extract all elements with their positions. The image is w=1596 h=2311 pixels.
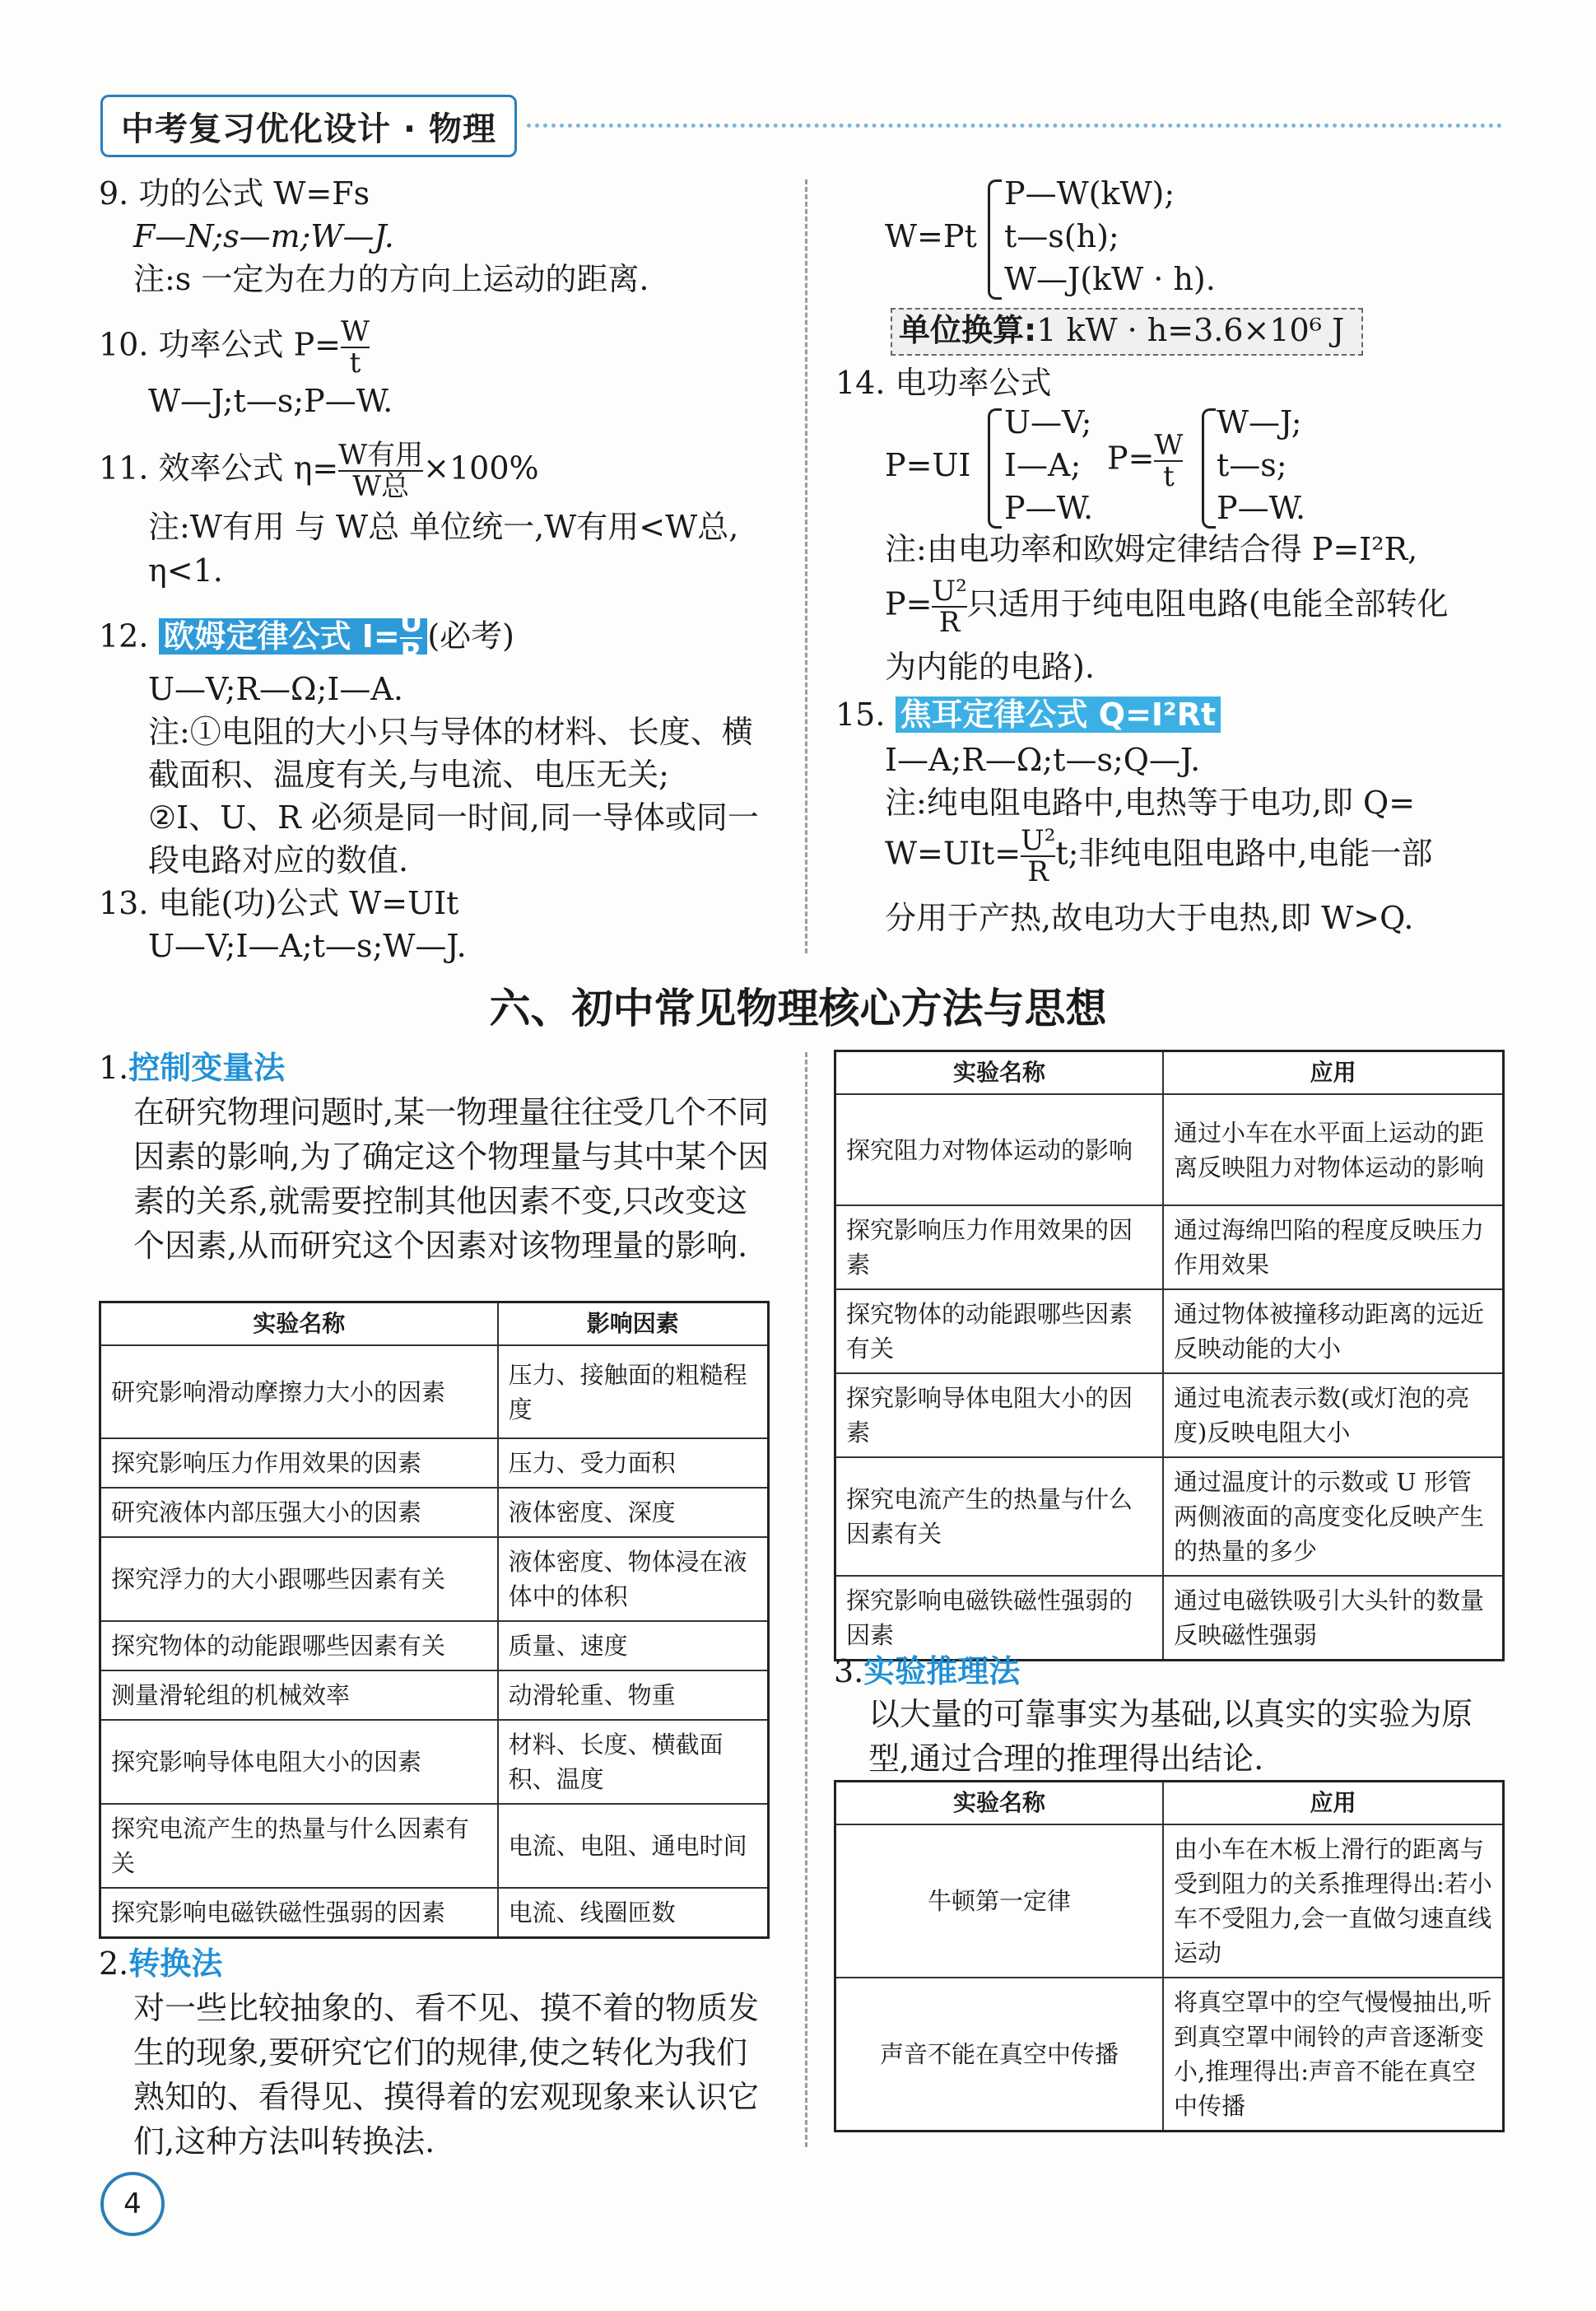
table1-header-col1: 实验名称 <box>100 1302 498 1346</box>
unit-conversion-label: 单位换算: <box>899 312 1037 348</box>
table-row <box>835 1205 1504 1289</box>
method-1-heading <box>99 1047 285 1088</box>
item-12-formula <box>99 608 514 669</box>
p-brace-line2: I—A; <box>1004 447 1082 483</box>
item-9-note: 注:s 一定为在力的方向上运动的距离. <box>133 261 649 297</box>
item-14-note-line1: 注:由电功率和欧姆定律结合得 P=I²R, <box>885 531 1418 567</box>
table-row <box>100 1888 769 1938</box>
item-15-formula <box>835 694 1221 735</box>
p2-den: t <box>1163 460 1175 493</box>
item-14-note2-num: U² <box>932 575 967 608</box>
item-11-den: W总 <box>352 470 410 503</box>
table2-header-col2: 应用 <box>1163 1051 1504 1095</box>
item-14-note-line2 <box>885 576 1449 637</box>
table-cell: 探究影响压力作用效果的因素 <box>100 1438 498 1488</box>
item-15-note-line2 <box>885 826 1433 887</box>
table-cell: 探究物体的动能跟哪些因素有关 <box>100 1621 498 1670</box>
table-cell: 探究影响电磁铁磁性强弱的因素 <box>835 1576 1164 1661</box>
table-cell: 探究电流产生的热量与什么因素有关 <box>835 1457 1164 1576</box>
method-3-text: 以大量的可靠事实为基础,以真实的实验为原型,通过合理的推理得出结论. <box>868 1696 1473 1777</box>
item-12-no: 12. <box>99 617 149 655</box>
unit-conversion-value: 1 kW · h=3.6×10⁶ J <box>1036 312 1345 348</box>
item-14-note2-prefix: P= <box>885 585 933 622</box>
item-15-note2-num: U² <box>1021 824 1056 857</box>
method-3-no: 3. <box>834 1653 864 1689</box>
table3-header-col1: 实验名称 <box>835 1782 1164 1825</box>
section-6-title: 六、初中常见物理核心方法与思想 <box>489 985 1107 1032</box>
table-cell: 压力、接触面的粗糙程度 <box>498 1345 769 1438</box>
item-12-note-line3: ②I、U、R 必须是同一时间,同一导体或同一 <box>148 799 759 836</box>
w-brace-line3: W—J(kW · h). <box>1004 261 1216 297</box>
item-15-note2-prefix: W=UIt= <box>885 835 1021 872</box>
p2-formula <box>1107 431 1183 492</box>
table-cell: 研究液体内部压强大小的因素 <box>100 1488 498 1537</box>
table-cell: 探究影响导体电阻大小的因素 <box>100 1720 498 1804</box>
method-3-heading <box>834 1651 1020 1692</box>
table-row <box>835 1824 1504 1978</box>
table-cell: 质量、速度 <box>498 1621 769 1670</box>
method-1-text: 在研究物理问题时,某一物理量往往受几个不同因素的影响,为了确定这个物理量与其中某个因素的关系,就需要控制其他因素不变,只改变这个因素,从而研究这个因素对该物理量的影响. <box>133 1094 770 1264</box>
item-11-num: W有用 <box>338 439 424 472</box>
table-cell: 探究物体的动能跟哪些因素有关 <box>835 1289 1164 1373</box>
item-11-suffix: ×100% <box>423 450 539 487</box>
item-11-fraction <box>338 440 423 501</box>
method-2-text: 对一些比较抽象的、看不见、摸不着的物质发生的现象,要研究它们的规律,使之转化为我们熟知的、看得见、摸得着的宏观现象来认识它们,这种方法叫转换法. <box>133 1990 760 2160</box>
item-11-prefix: 11. 效率公式 η= <box>99 450 339 487</box>
item-9-title: 9. 功的公式 W=Fs <box>99 175 370 212</box>
w-brace-line2: t—s(h); <box>1004 218 1119 254</box>
item-15-note2-den: R <box>1027 855 1049 888</box>
table-cell: 牛顿第一定律 <box>835 1824 1164 1978</box>
table-cell: 探究影响压力作用效果的因素 <box>835 1205 1164 1289</box>
table-cell: 液体密度、物体浸在液体中的体积 <box>498 1537 769 1621</box>
table-row <box>835 1457 1504 1576</box>
p-brace-line3: P—W. <box>1004 490 1094 526</box>
table-cell: 电流、电阻、通电时间 <box>498 1804 769 1888</box>
table-cell: 声音不能在真空中传播 <box>835 1978 1164 2132</box>
item-12-suffix: (必考) <box>427 617 515 655</box>
table-cell: 通过温度计的示数或 U 形管两侧液面的高度变化反映产生的热量的多少 <box>1163 1457 1504 1576</box>
p2-brace-line2: t—s; <box>1217 447 1287 483</box>
item-12-num: U <box>399 606 423 639</box>
method-2-heading <box>99 1943 222 1984</box>
p2-brace-line3: P—W. <box>1217 490 1306 526</box>
table2-header-row <box>835 1051 1504 1095</box>
item-11-note-line2: η<1. <box>148 552 223 589</box>
table-cell: 探究电流产生的热量与什么因素有关 <box>100 1804 498 1888</box>
item-14-title: 14. 电功率公式 <box>835 365 1052 401</box>
item-10-den: t <box>349 347 361 380</box>
unit-conversion <box>899 310 1344 351</box>
table-reasoning-method <box>834 1780 1505 2132</box>
table-row <box>100 1621 769 1670</box>
table-row <box>100 1488 769 1537</box>
item-11-note-line1: 注:W有用 与 W总 单位统一,W有用<W总, <box>148 509 739 545</box>
p2-brace-line1: W—J; <box>1217 404 1302 440</box>
item-13-units: U—V;I—A;t—s;W—J. <box>148 928 467 964</box>
item-15-note-line1: 注:纯电阻电路中,电热等于电功,即 Q= <box>885 785 1416 821</box>
table-cell: 材料、长度、横截面积、温度 <box>498 1720 769 1804</box>
table-cell: 由小车在木板上滑行的距离与受到阻力的关系推理得出:若小车不受阻力,会一直做匀速直线运动 <box>1163 1824 1504 1978</box>
table-cell: 探究影响导体电阻大小的因素 <box>835 1373 1164 1457</box>
table3-header-col2: 应用 <box>1163 1782 1504 1825</box>
item-15-no: 15. <box>835 697 886 733</box>
table2-header-col1: 实验名称 <box>835 1051 1164 1095</box>
p2-fraction <box>1154 431 1183 492</box>
header-title: 中考复习优化设计 · 物理 <box>120 109 497 148</box>
item-12-title: 欧姆定律公式 I= <box>163 617 400 655</box>
table-row <box>835 1373 1504 1457</box>
item-12-note-line4: 段电路对应的数值. <box>148 842 409 878</box>
table-row <box>835 1978 1504 2132</box>
table-cell: 将真空罩中的空气慢慢抽出,听到真空罩中闹铃的声音逐渐变小,推理得出:声音不能在真空中传播 <box>1163 1978 1504 2132</box>
method-2-no: 2. <box>99 1945 129 1982</box>
table-row <box>100 1345 769 1438</box>
table-cell: 探究阻力对物体运动的影响 <box>835 1094 1164 1205</box>
method-2-title: 转换法 <box>128 1945 223 1982</box>
table-cell: 研究影响滑动摩擦力大小的因素 <box>100 1345 498 1438</box>
p-formula: P=UI <box>885 447 971 483</box>
item-12-den: R <box>400 637 422 670</box>
method-3-title: 实验推理法 <box>863 1653 1021 1689</box>
table-row <box>100 1438 769 1488</box>
w-brace-line1: P—W(kW); <box>1004 175 1175 212</box>
w-brace <box>988 179 1002 300</box>
table-row <box>100 1537 769 1621</box>
item-15-note2-fraction <box>1021 826 1055 887</box>
column-divider-top <box>805 179 807 953</box>
item-12-note-line2: 截面积、温度有关,与电流、电压无关; <box>148 757 669 793</box>
item-15-note-line3: 分用于产热,故电功大于电热,即 W>Q. <box>885 900 1414 936</box>
table3-header-row <box>835 1782 1504 1825</box>
table-row <box>100 1804 769 1888</box>
table-control-variables <box>99 1301 770 1939</box>
header-dotted-rule <box>527 123 1502 128</box>
table-cell: 通过海绵凹陷的程度反映压力作用效果 <box>1163 1205 1504 1289</box>
table1-header-row <box>100 1302 769 1346</box>
method-1-title: 控制变量法 <box>128 1050 286 1086</box>
item-12-units: U—V;R—Ω;I—A. <box>148 671 403 707</box>
item-15-note2-suffix: t;非纯电阻电路中,电能一部 <box>1055 835 1433 872</box>
header-title-box <box>100 95 517 157</box>
table-cell: 通过物体被撞移动距离的远近反映动能的大小 <box>1163 1289 1504 1373</box>
table-cell: 动滑轮重、物重 <box>498 1670 769 1720</box>
item-14-note2-suffix: 只适用于纯电阻电路(电能全部转化 <box>966 585 1449 622</box>
table-row <box>835 1094 1504 1205</box>
table-cell: 电流、线圈匝数 <box>498 1888 769 1938</box>
item-12-note-line1: 注:①电阻的大小只与导体的材料、长度、横 <box>148 714 753 750</box>
table-cell: 探究浮力的大小跟哪些因素有关 <box>100 1537 498 1621</box>
p-brace-line1: U—V; <box>1004 404 1092 440</box>
p2-brace <box>1202 408 1216 529</box>
table1-header-col2: 影响因素 <box>498 1302 769 1346</box>
table-cell: 测量滑轮组的机械效率 <box>100 1670 498 1720</box>
w-formula: W=Pt <box>885 218 977 254</box>
item-10-prefix: 10. 功率公式 P= <box>99 326 341 363</box>
p-brace <box>988 408 1002 529</box>
item-9-units: F—N;s—m;W—J. <box>133 218 394 254</box>
table-cell: 液体密度、深度 <box>498 1488 769 1537</box>
p2-prefix: P= <box>1107 440 1155 477</box>
item-14-note2-den: R <box>938 606 961 639</box>
column-divider-bottom <box>805 1052 807 2147</box>
item-10-num: W <box>341 315 370 348</box>
p2-num: W <box>1154 429 1184 462</box>
table-cell: 通过小车在水平面上运动的距离反映阻力对物体运动的影响 <box>1163 1094 1504 1205</box>
table-cell: 压力、受力面积 <box>498 1438 769 1488</box>
table-cell: 通过电流表示数(或灯泡的亮度)反映电阻大小 <box>1163 1373 1504 1457</box>
item-12-fraction <box>400 608 423 669</box>
table-conversion-method <box>834 1050 1505 1661</box>
table-row <box>100 1670 769 1720</box>
method-1-no: 1. <box>99 1050 129 1086</box>
table-row <box>100 1720 769 1804</box>
item-15-units: I—A;R—Ω;t—s;Q—J. <box>885 742 1201 778</box>
item-15-title: 焦耳定律公式 Q=I²Rt <box>896 697 1221 733</box>
table-cell: 通过电磁铁吸引大头针的数量反映磁性强弱 <box>1163 1576 1504 1661</box>
table-cell: 探究影响电磁铁磁性强弱的因素 <box>100 1888 498 1938</box>
item-10-fraction <box>341 317 370 378</box>
item-14-note2-fraction <box>932 576 966 637</box>
table-row <box>835 1289 1504 1373</box>
item-14-note-line3: 为内能的电路). <box>885 649 1095 685</box>
page-number-badge <box>100 2172 165 2236</box>
item-13-title: 13. 电能(功)公式 W=UIt <box>99 885 459 921</box>
item-11-formula <box>99 440 539 501</box>
table-row <box>835 1576 1504 1661</box>
item-12-highlight <box>159 606 428 670</box>
item-10-formula <box>99 317 370 378</box>
page-number: 4 <box>123 2188 142 2220</box>
item-10-units: W—J;t—s;P—W. <box>148 383 393 419</box>
